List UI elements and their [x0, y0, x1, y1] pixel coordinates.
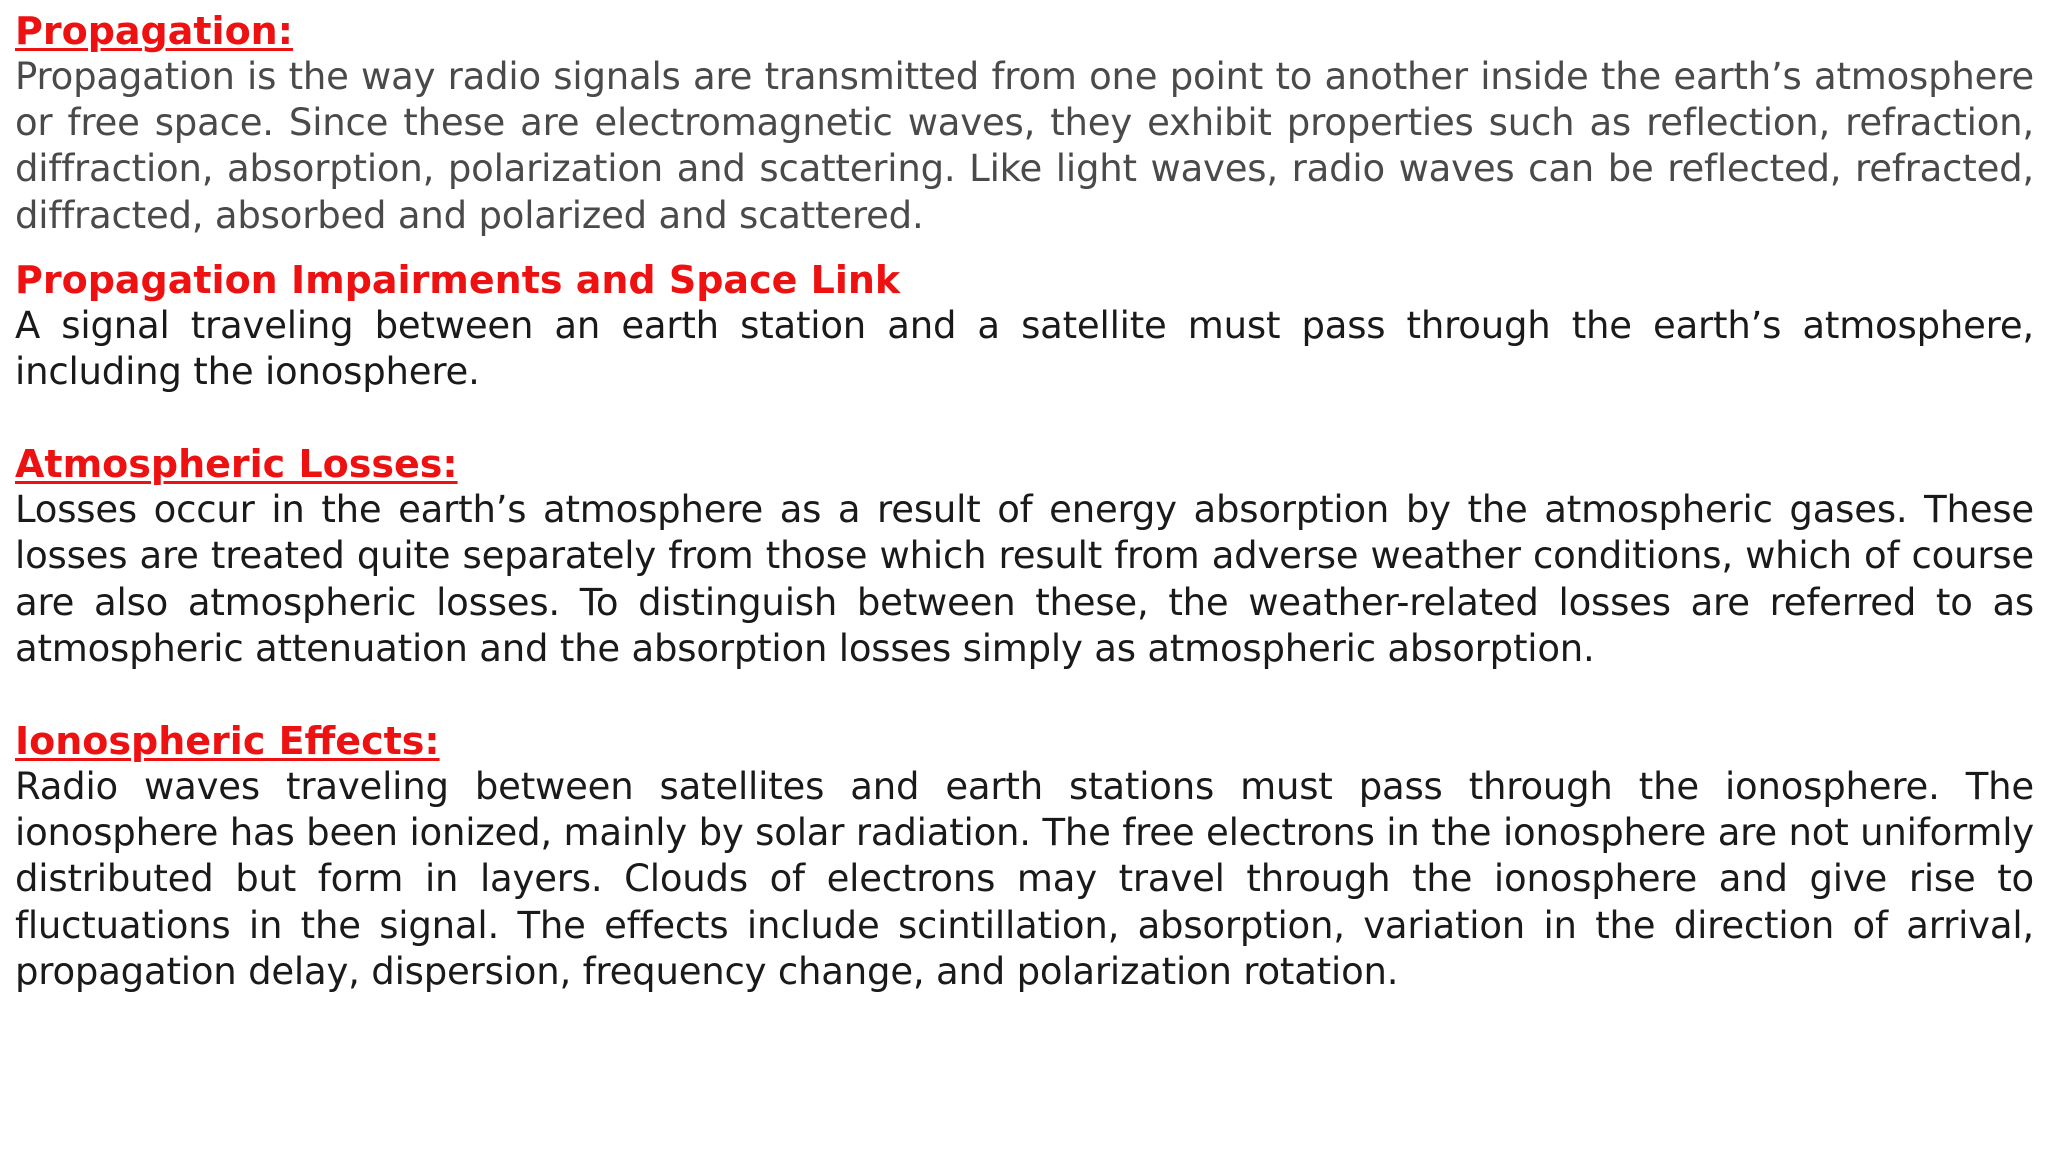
paragraph-ionospheric-effects: Radio waves traveling between satellites and earth stations must pass through the ionosphere. The ionosphere has been ionized, mainly by solar radiation. The free electrons in the ionosphere are not uniformly distributed but form in layers. Clouds of electrons may travel through the ionosphere and give rise to fluctuations in the signal. The effects include scintillation, absorption, variation in the direction of arrival, propagation delay, dispersion, frequency change, and polarization rotation. [15, 765, 2034, 993]
heading-ionospheric-effects: Ionospheric Effects: [15, 719, 440, 764]
section-ionospheric-effects [15, 718, 2034, 995]
spacer [15, 672, 2034, 718]
section-propagation [15, 8, 2034, 239]
paragraph-atmospheric-losses: Losses occur in the earth’s atmosphere as a result of energy absorption by the atmospheric gases. These losses are treated quite separately from those which result from adverse weather conditions, which of course are also atmospheric losses. To distinguish between these, the weather-related losses are referred to as atmospheric attenuation and the absorption losses simply as atmospheric absorption. [15, 488, 2034, 670]
section-propagation-impairments [15, 257, 2034, 395]
heading-propagation: Propagation: [15, 9, 293, 53]
spacer [15, 239, 2034, 257]
paragraph-propagation: Propagation is the way radio signals are transmitted from one point to another inside the earth’s atmosphere or free space. Since these are electromagnetic waves, they exhibit properties such as reflection, refraction, diffraction, absorption, polarization and scattering. Like light waves, radio waves can be reflected, refracted, diffracted, absorbed and polarized and scattered. [15, 55, 2034, 237]
heading-atmospheric-losses: Atmospheric Losses: [15, 442, 458, 487]
section-atmospheric-losses [15, 441, 2034, 672]
paragraph-propagation-impairments: A signal traveling between an earth station and a satellite must pass through the earth’s atmosphere, including the ionosphere. [15, 303, 2034, 394]
heading-propagation-impairments: Propagation Impairments and Space Link [15, 257, 901, 302]
spacer [15, 395, 2034, 441]
